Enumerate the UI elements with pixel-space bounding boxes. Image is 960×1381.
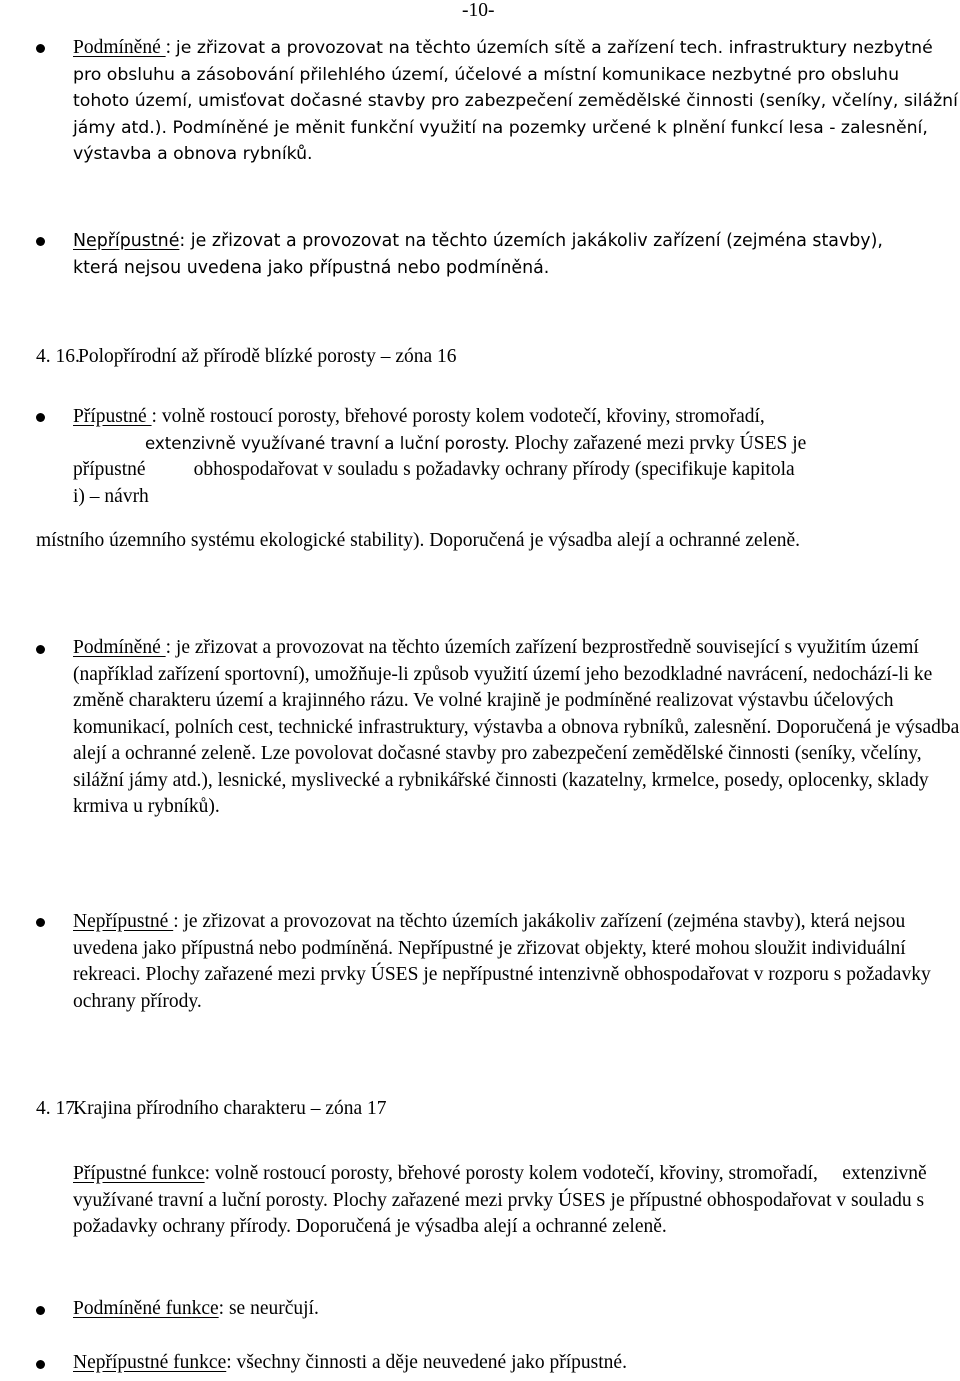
item-label: Přípustné <box>73 406 152 427</box>
item-label: Podmíněné funkce <box>73 1298 219 1319</box>
item-label: Podmíněné <box>73 37 166 58</box>
page-number: -10- <box>462 0 495 21</box>
item-text: obhospodařovat v souladu s požadavky ochrany přírody (specifikuje kapitola <box>193 459 795 480</box>
item-sep: : <box>179 231 191 251</box>
item-label: Nepřípustné <box>73 911 174 932</box>
section-title: Polopřírodní až přírodě blízké porosty – zóna 16 <box>78 346 457 367</box>
item-text: je zřizovat a provozovat na těchto územích jakákoliv zařízení (zejména stavby), která nejsou uvedena jako přípustná nebo podmíněná. <box>73 231 883 278</box>
item-text: všechny činnosti a děje neuvedené jako přípustné. <box>236 1352 627 1373</box>
item-sep: : <box>204 1163 215 1184</box>
bullet <box>36 645 45 654</box>
item-text: je zřizovat a provozovat na těchto územích jakákoliv zařízení (zejména stavby), která nejsou uvedena jako přípustná nebo podmíněná. Nepřípustné je zřizovat objekty, které mohou sloužit individuální rekreaci. Plochy zařazené mezi prvky ÚSES je nepřípustné intenzivně obhospodařovat v rozporu s požadavky ochrany přírody. <box>73 911 931 1012</box>
item-label: Podmíněné <box>73 637 166 658</box>
list-item <box>73 909 948 1015</box>
list-item <box>73 228 923 281</box>
bullet <box>36 237 45 246</box>
item-text: se neurčují. <box>228 1298 319 1319</box>
bullet <box>36 918 45 927</box>
item-label: Nepřípustné funkce <box>73 1352 227 1373</box>
bullet <box>36 1360 45 1369</box>
bullet <box>36 413 45 422</box>
bullet <box>36 1306 45 1315</box>
item-text: i) – návrh <box>73 485 149 507</box>
item-label: Přípustné funkce <box>73 1163 205 1184</box>
item-sep: : <box>165 637 176 658</box>
item-text: je zřizovat a provozovat na těchto územích zařízení bezprostředně související s využitím území (například zařízení sportovní), umožňuje-li způsob využití území jeho bezodkladné navrácení, nedochází-li ke změně charakteru území a krajinného rázu. Ve volné krajině je podmíněné realizovat výstavbu účelových komunikací, polních cest, technické infrastruktury, výstavba a obnova rybníků, zalesnění. Doporučená je výsadba alejí a ochranné zeleně. Lze povolovat dočasné stavby pro zabezpečení zemědělské činnosti (seníky, včelíny, silážní jámy atd.), lesnické, myslivecké a rybnikářské činnosti (kazatelny, krmelce, posedy, oplocenky, sklady krmiva u rybníků). <box>73 637 960 817</box>
section-title: Krajina přírodního charakteru – zóna 17 <box>73 1098 387 1119</box>
item-text: extenzivně využívané travní a luční porosty. <box>145 433 510 453</box>
item-text: přípustné <box>73 459 146 480</box>
item-sep: : <box>226 1352 237 1373</box>
item-sep: : <box>173 911 184 932</box>
list-item <box>73 1350 953 1377</box>
item-sep: : <box>151 406 162 427</box>
section-number: 4. 16. <box>36 346 80 367</box>
item-sep: : <box>218 1298 229 1319</box>
item-sep: : <box>165 37 176 58</box>
paragraph <box>73 1161 960 1241</box>
bullet <box>36 44 45 53</box>
section-number: 4. 17. <box>36 1098 80 1119</box>
paragraph <box>36 528 916 555</box>
item-label: Nepřípustné <box>73 231 180 251</box>
list-item <box>73 404 960 510</box>
item-text: Plochy zařazené mezi prvky ÚSES je <box>509 432 807 454</box>
item-text: volně rostoucí porosty, břehové porosty kolem vodotečí, křoviny, stromořadí, extenzivně využívané travní a luční porosty. Plochy zařazené mezi prvky ÚSES je přípustné obhospodařovat v souladu s požadavky ochrany přírody. Doporučená je výsadba alejí a ochranné zeleně. <box>73 1163 934 1237</box>
item-text: je zřizovat a provozovat na těchto územích sítě a zařízení tech. infrastruktury nezbytné pro obsluhu a zásobování přilehlého území, účelové a místní komunikace nezbytné pro obsluhu tohoto území, umisťovat dočasné stavby pro zabezpečení zemědělské činnosti (seníky, včelíny, silážní jámy atd.). Podmíněné je měnit funkční využití na pozemky určené k plnění funkcí lesa - zalesnění, výstavba a obnova rybníků. <box>73 38 958 164</box>
paragraph-text: místního územního systému ekologické stability). Doporučená je výsadba alejí a ochranné zeleně. <box>36 530 801 551</box>
list-item <box>73 635 960 821</box>
item-text: volně rostoucí porosty, břehové porosty kolem vodotečí, křoviny, stromořadí, <box>161 406 765 427</box>
list-item <box>73 1296 953 1323</box>
list-item <box>73 35 960 168</box>
